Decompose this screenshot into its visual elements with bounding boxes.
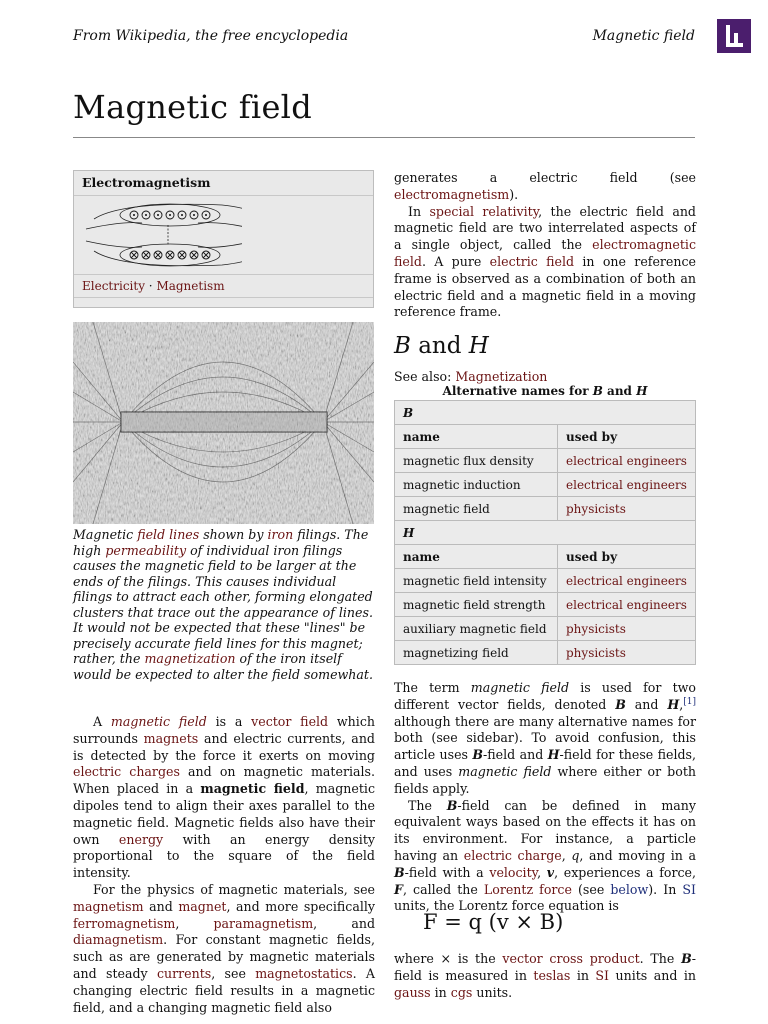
caption-link[interactable]: magnetization [144, 651, 236, 666]
magnetization-link[interactable]: Magnetization [455, 369, 548, 384]
alternative-names-table [394, 400, 696, 665]
paragraph: In special relativity, the electric field and magnetic field are two interrelated aspects of a single object, called the electromagnetic field. A pure electric field in one reference frame is observed as a combination of both an electric field and a magnetic field in a moving reference frame. [394, 203, 696, 320]
inline-link[interactable]: Lorentz force [483, 881, 572, 897]
used-by-link[interactable]: physicists [566, 645, 626, 660]
relativity-text [394, 170, 696, 321]
paragraph: generates a electric field (see electromagnetism). [394, 170, 696, 202]
inline-link[interactable]: energy [118, 831, 164, 847]
section-label: H [395, 521, 696, 545]
inline-link[interactable]: cgs [450, 984, 473, 1000]
wikipedia-logo-icon[interactable] [717, 19, 751, 53]
inline-link[interactable]: SI [595, 967, 610, 983]
table-header-row: name used by [395, 545, 696, 569]
electromagnetism-sidebar [73, 170, 374, 308]
paragraph: The term magnetic field is used for two different vector fields, denoted B and H,[1] although there are many alternative names for both (see sidebar). To avoid confusion, this article uses B-field and H-field for these fields, and uses magnetic field where either or both fields apply. [394, 680, 697, 796]
sidebar-heading: Electromagnetism [82, 175, 211, 190]
inline-link[interactable]: electric charge [463, 847, 562, 863]
used-by-link[interactable]: physicists [566, 621, 626, 636]
used-by-link[interactable]: electrical engineers [566, 597, 687, 612]
table-row: auxiliary magnetic field physicists [395, 617, 696, 641]
b-and-h-text [394, 680, 696, 915]
used-by-link[interactable]: electrical engineers [566, 573, 687, 588]
table-section-row [395, 521, 696, 545]
inline-link[interactable]: vector cross product [502, 951, 640, 966]
lorentz-formula: F = q (v × B) [423, 910, 564, 934]
title-divider [73, 137, 695, 138]
inline-link[interactable]: ferromagnetism [73, 915, 176, 931]
table-row: magnetic field intensity electrical engineers [395, 569, 696, 593]
table-section-row [395, 401, 696, 425]
source-line: From Wikipedia, the free encyclopedia [73, 28, 349, 44]
see-also: See also: Magnetization [394, 369, 548, 384]
electricity-link[interactable]: Electricity [82, 279, 145, 293]
inline-link[interactable]: magnetostatics [255, 965, 353, 981]
table-header-row: name used by [395, 425, 696, 449]
caption-link[interactable]: iron [267, 527, 294, 542]
inline-link[interactable]: magnetism [73, 898, 144, 914]
used-by-link[interactable]: physicists [566, 501, 626, 516]
paragraph: For the physics of magnetic materials, see magnetism and magnet, and more specifically ferromagnetism, paramagnetism, and diamagnetism. For constant magnetic fields, such as are generated by magnetic materials and steady currents, see magnetostatics. A changing electric field results in a magnetic field, and a changing magnetic field also [73, 881, 376, 1015]
inline-link[interactable]: teslas [533, 967, 571, 983]
inline-link[interactable]: below [610, 881, 649, 897]
inline-link[interactable]: electromagnetism [394, 186, 510, 202]
units-text: where × is the vector cross product. The B-field is measured in teslas in SI units and in gauss in cgs units. [394, 951, 696, 1000]
inline-link[interactable]: magnetic field [110, 714, 207, 729]
intro-text [73, 714, 375, 1016]
section-heading: B and H [394, 333, 489, 359]
table-row: magnetic field strength electrical engineers [395, 593, 696, 617]
inline-link[interactable]: paramagnetism [213, 915, 314, 931]
inline-link[interactable]: SI [682, 881, 696, 897]
used-by-link[interactable]: electrical engineers [566, 477, 687, 492]
paragraph: The B-field can be defined in many equivalent ways based on the effects it has on its environment. For instance, a particle having an electric charge, q, and moving in a B-field with a velocity, v, experiences a force, F, called the Lorentz force (see below). In SI units, the Lorentz force equation is [394, 797, 697, 914]
inline-link[interactable]: vector field [251, 714, 329, 729]
inline-link[interactable]: gauss [394, 984, 431, 1000]
inline-link[interactable]: electromagnetic field [394, 237, 696, 269]
caption-link[interactable]: field lines [137, 527, 200, 542]
magnetism-link[interactable]: Magnetism [156, 279, 225, 293]
caption-link[interactable]: permeability [105, 542, 187, 558]
page-title: Magnetic field [73, 88, 312, 126]
sidebar-links: Electricity · Magnetism [82, 279, 225, 293]
solenoid-diagram-icon [82, 199, 242, 271]
used-by-link[interactable]: electrical engineers [566, 453, 687, 468]
inline-link[interactable]: magnets [143, 730, 199, 746]
photo-caption: Magnetic field lines shown by iron filings. The high permeability of individual iron filings causes the magnetic field to be larger at the ends of the filings. This causes individual filings to attract each other, forming elongated clusters that trace out the appearance of lines. It would not be expected that these "lines" be precisely accurate field lines for this magnet; rather, the magnetization of the iron itself would be expected to alter the field somewhat. [73, 527, 373, 682]
table-row: magnetic flux density electrical engineers [395, 449, 696, 473]
iron-filings-photo [73, 322, 374, 524]
section-label: B [395, 401, 696, 425]
running-title: Magnetic field [592, 28, 695, 44]
table-row: magnetic induction electrical engineers [395, 473, 696, 497]
table-row: magnetizing field physicists [395, 641, 696, 665]
inline-link[interactable]: electric charges [73, 764, 180, 780]
inline-link[interactable]: magnet [178, 898, 227, 914]
inline-link[interactable]: currents [156, 965, 212, 981]
paragraph: A magnetic field is a vector field which surrounds magnets and electric currents, and is detected by the force it exerts on moving electric charges and on magnetic materials. When placed in a magnetic field, magnetic dipoles tend to align their axes parallel to the magnetic field. Magnetic fields also have their own energy with an energy density proportional to the square of the field intensity. [73, 714, 375, 881]
table-caption: Alternative names for B and H [442, 384, 648, 398]
reference-link[interactable]: [1] [683, 696, 697, 707]
inline-link[interactable]: special relativity [429, 203, 539, 219]
inline-link[interactable]: electric field [489, 253, 575, 269]
inline-link[interactable]: velocity [489, 864, 538, 880]
table-row: magnetic field physicists [395, 497, 696, 521]
inline-link[interactable]: diamagnetism [73, 932, 164, 948]
